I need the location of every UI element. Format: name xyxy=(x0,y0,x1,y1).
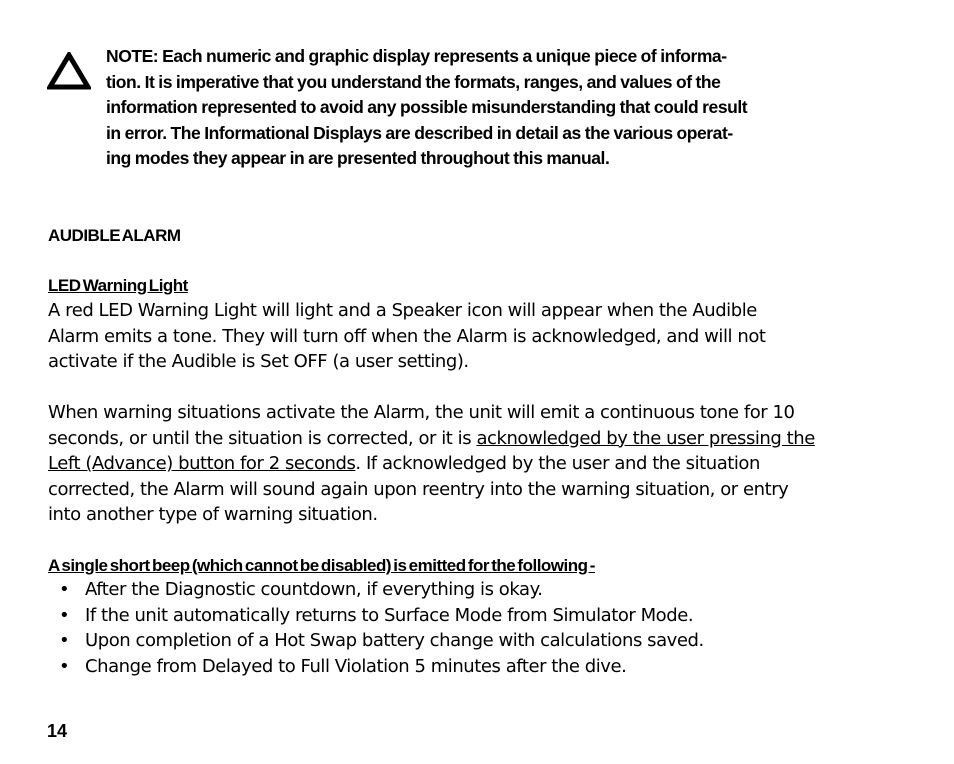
list-item xyxy=(48,654,704,680)
note-block xyxy=(106,44,906,172)
led-warning-heading: LED Warning Light xyxy=(48,276,188,295)
bullet-icon: • xyxy=(59,630,70,652)
emphasized-text: acknowledged by the user pressing the xyxy=(476,427,815,449)
list-item-text: Change from Delayed to Full Violation 5 minutes after the dive. xyxy=(85,655,627,677)
paragraph-line: Alarm emits a tone. They will turn off when the Alarm is acknowledged, and will not xyxy=(48,325,766,347)
paragraph-line xyxy=(48,426,928,452)
paragraph-line: into another type of warning situation. xyxy=(48,504,378,526)
beep-heading: A single short beep (which cannot be disabled) is emitted for the following - xyxy=(48,556,595,575)
bullet-icon: • xyxy=(59,604,70,626)
list-item xyxy=(48,577,704,603)
bullet-icon: • xyxy=(59,579,70,600)
note-line: ing modes they appear in are presented throughout this manual. xyxy=(106,148,610,169)
paragraph-line xyxy=(48,451,928,477)
list-item xyxy=(48,603,704,629)
list-item-text: Upon completion of a Hot Swap battery change with calculations saved. xyxy=(85,630,704,652)
emphasized-text: Left (Advance) button for 2 seconds xyxy=(48,453,356,475)
paragraph-line: corrected, the Alarm will sound again upon reentry into the warning situation, or entry xyxy=(48,478,789,500)
list-item xyxy=(48,628,704,654)
beep-list xyxy=(48,577,704,679)
note-line: NOTE: Each numeric and graphic display represents a unique piece of informa- xyxy=(106,46,727,66)
paragraph-line: When warning situations activate the Alarm, the unit will emit a continuous tone for 10 xyxy=(48,402,795,423)
paragraph-line: A red LED Warning Light will light and a Speaker icon will appear when the Audible xyxy=(48,300,757,321)
note-line: in error. The Informational Displays are described in detail as the various operat- xyxy=(106,122,733,143)
paragraph-text: seconds, or until the situation is corrected, or it is xyxy=(48,427,477,449)
note-line: tion. It is imperative that you understand the formats, ranges, and values of the xyxy=(106,71,721,92)
note-line: information represented to avoid any possible misunderstanding that could result xyxy=(106,97,748,118)
bullet-icon: • xyxy=(59,655,70,677)
list-item-text: If the unit automatically returns to Surface Mode from Simulator Mode. xyxy=(85,604,694,626)
warning-paragraph xyxy=(48,400,928,528)
section-title: AUDIBLE ALARM xyxy=(48,226,181,245)
list-item-text: After the Diagnostic countdown, if everything is okay. xyxy=(85,579,543,600)
paragraph-text: . If acknowledged by the user and the situation xyxy=(355,453,760,475)
page-number: 14 xyxy=(47,721,68,741)
led-paragraph xyxy=(48,298,928,375)
warning-triangle-icon xyxy=(47,52,91,90)
paragraph-line: activate if the Audible is Set OFF (a user setting). xyxy=(48,351,469,373)
